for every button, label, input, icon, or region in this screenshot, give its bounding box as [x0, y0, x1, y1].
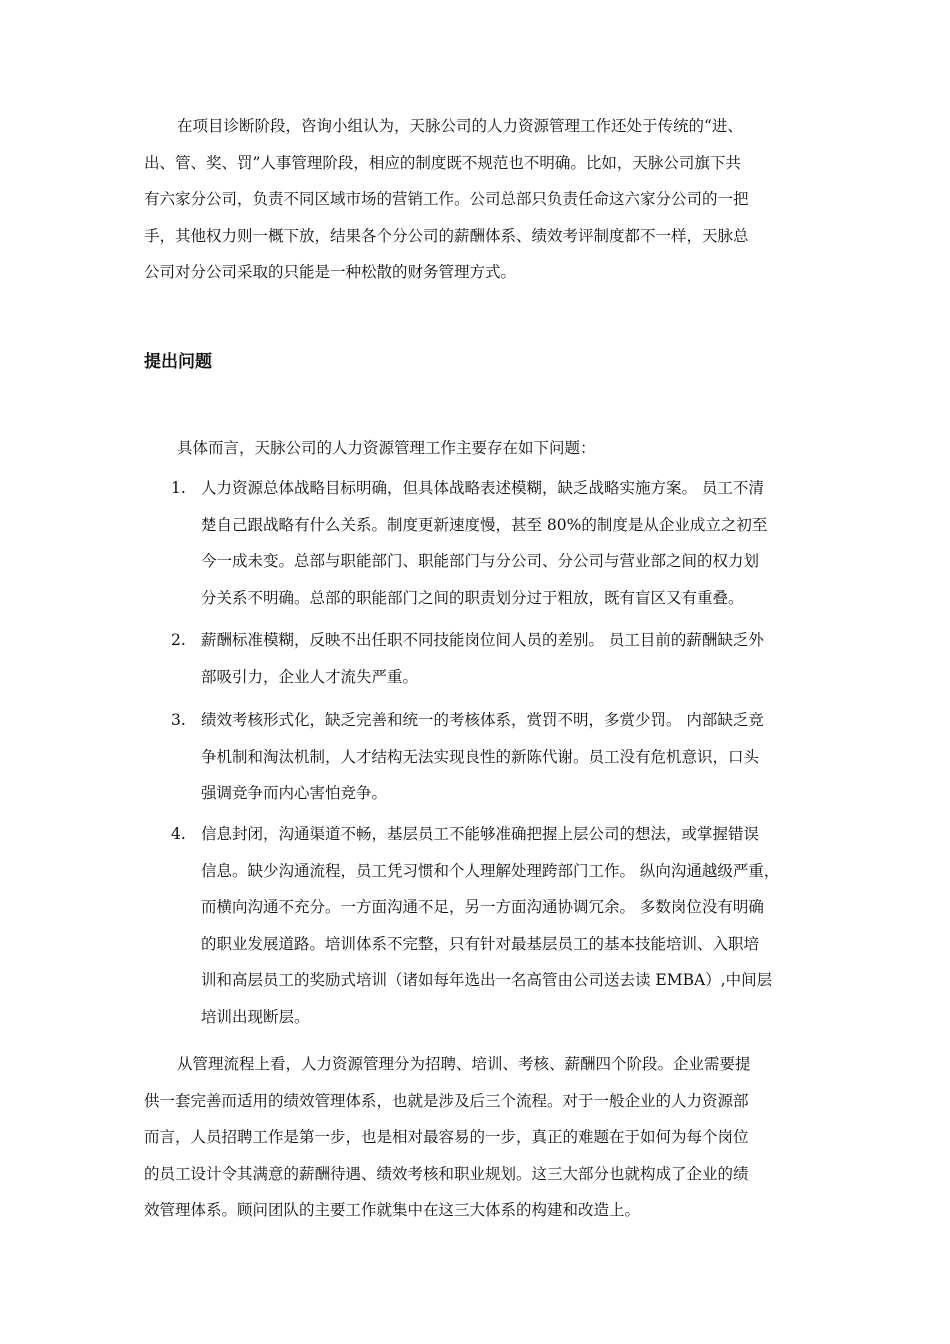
list-item-line: 培训出现断层。 [201, 1007, 310, 1026]
lead-line: 具体而言，天脉公司的人力资源管理工作主要存在如下问题： [177, 439, 596, 457]
intro-line: 手，其他权力则一概下放，结果各个分公司的薪酬体系、绩效考评制度都不一样，天脉总 [144, 226, 749, 245]
list-item-text [201, 470, 767, 616]
list-item-text [201, 702, 764, 812]
list-number: 2. [171, 631, 186, 649]
conclusion-line: 效管理体系。顾问团队的主要工作就集中在这三大体系的构建和改造上。 [144, 1201, 641, 1220]
list-item-line: 强调竞争而内心害怕竞争。 [201, 784, 388, 803]
intro-paragraph [144, 108, 749, 291]
intro-line: 公司对分公司采取的只能是一种松散的财务管理方式。 [144, 263, 517, 282]
list-item-line: 薪酬标准模糊，反映不出任职不同技能岗位间人员的差别。 员工目前的薪酬缺乏外 [201, 631, 764, 649]
intro-line: 出、管、奖、罚”人事管理阶段，相应的制度既不规范也不明确。比如，天脉公司旗下共 [144, 153, 741, 172]
intro-line: 有六家分公司，负责不同区域市场的营销工作。公司总部只负责任命这六家分公司的一把 [144, 190, 749, 209]
conclusion-paragraph [144, 1046, 751, 1229]
list-number: 1. [171, 479, 186, 497]
list-item-line: 而横向沟通不充分。一方面沟通不足，另一方面沟通协调冗余。 多数岗位没有明确 [201, 898, 764, 917]
list-item-line: 信息。缺少沟通流程，员工凭习惯和个人理解处理跨部门工作。 纵向沟通越级严重， [201, 861, 780, 880]
list-item-line: 信息封闭，沟通渠道不畅，基层员工不能够准确把握上层公司的想法，或掌握错误 [201, 825, 760, 843]
conclusion-line: 从管理流程上看，人力资源管理分为招聘、培训、考核、薪酬四个阶段。企业需要提 [177, 1055, 751, 1073]
list-item-text [201, 622, 764, 695]
list-item-line: 训和高层员工的奖励式培训（诸如每年选出一名高管由公司送去读 EMBA）,中间层 [201, 971, 773, 990]
list-item-line: 人力资源总体战略目标明确，但具体战略表述模糊，缺乏战略实施方案。 员工不清 [201, 479, 764, 497]
list-item-line: 的职业发展道路。培训体系不完整，只有针对最基层员工的基本技能培训、入职培 [201, 934, 760, 953]
list-item-text [201, 816, 779, 1036]
conclusion-line: 供一套完善而适用的绩效管理体系，也就是涉及后三个流程。对于一般企业的人力资源部 [144, 1091, 749, 1110]
intro-line: 在项目诊断阶段，咨询小组认为，天脉公司的人力资源管理工作还处于传统的“进、 [177, 117, 743, 135]
list-item-line: 绩效考核形式化，缺乏完善和统一的考核体系，赏罚不明，多赏少罚。 内部缺乏竞 [201, 711, 764, 729]
list-item-line: 分关系不明确。总部的职能部门之间的职责划分过于粗放，既有盲区又有重叠。 [201, 588, 744, 607]
conclusion-line: 而言，人员招聘工作是第一步，也是相对最容易的一步，真正的难题在于如何为每个岗位 [144, 1128, 749, 1147]
list-number: 3. [171, 711, 186, 729]
section-heading: 提出问题 [144, 352, 212, 372]
list-number: 4. [171, 825, 186, 843]
lead-paragraph [177, 430, 596, 467]
conclusion-line: 的员工设计令其满意的薪酬待遇、绩效考核和职业规划。这三大部分也就构成了企业的绩 [144, 1164, 749, 1183]
list-item-line: 今一成未变。总部与职能部门、职能部门与分公司、分公司与营业部之间的权力划 [201, 552, 760, 571]
list-item-line: 部吸引力，企业人才流失严重。 [201, 667, 419, 686]
list-item-line: 争机制和淘汰机制，人才结构无法实现良性的新陈代谢。员工没有危机意识，口头 [201, 747, 760, 766]
list-item-line: 楚自己跟战略有什么关系。制度更新速度慢，甚至 80%的制度是从企业成立之初至 [201, 515, 768, 534]
